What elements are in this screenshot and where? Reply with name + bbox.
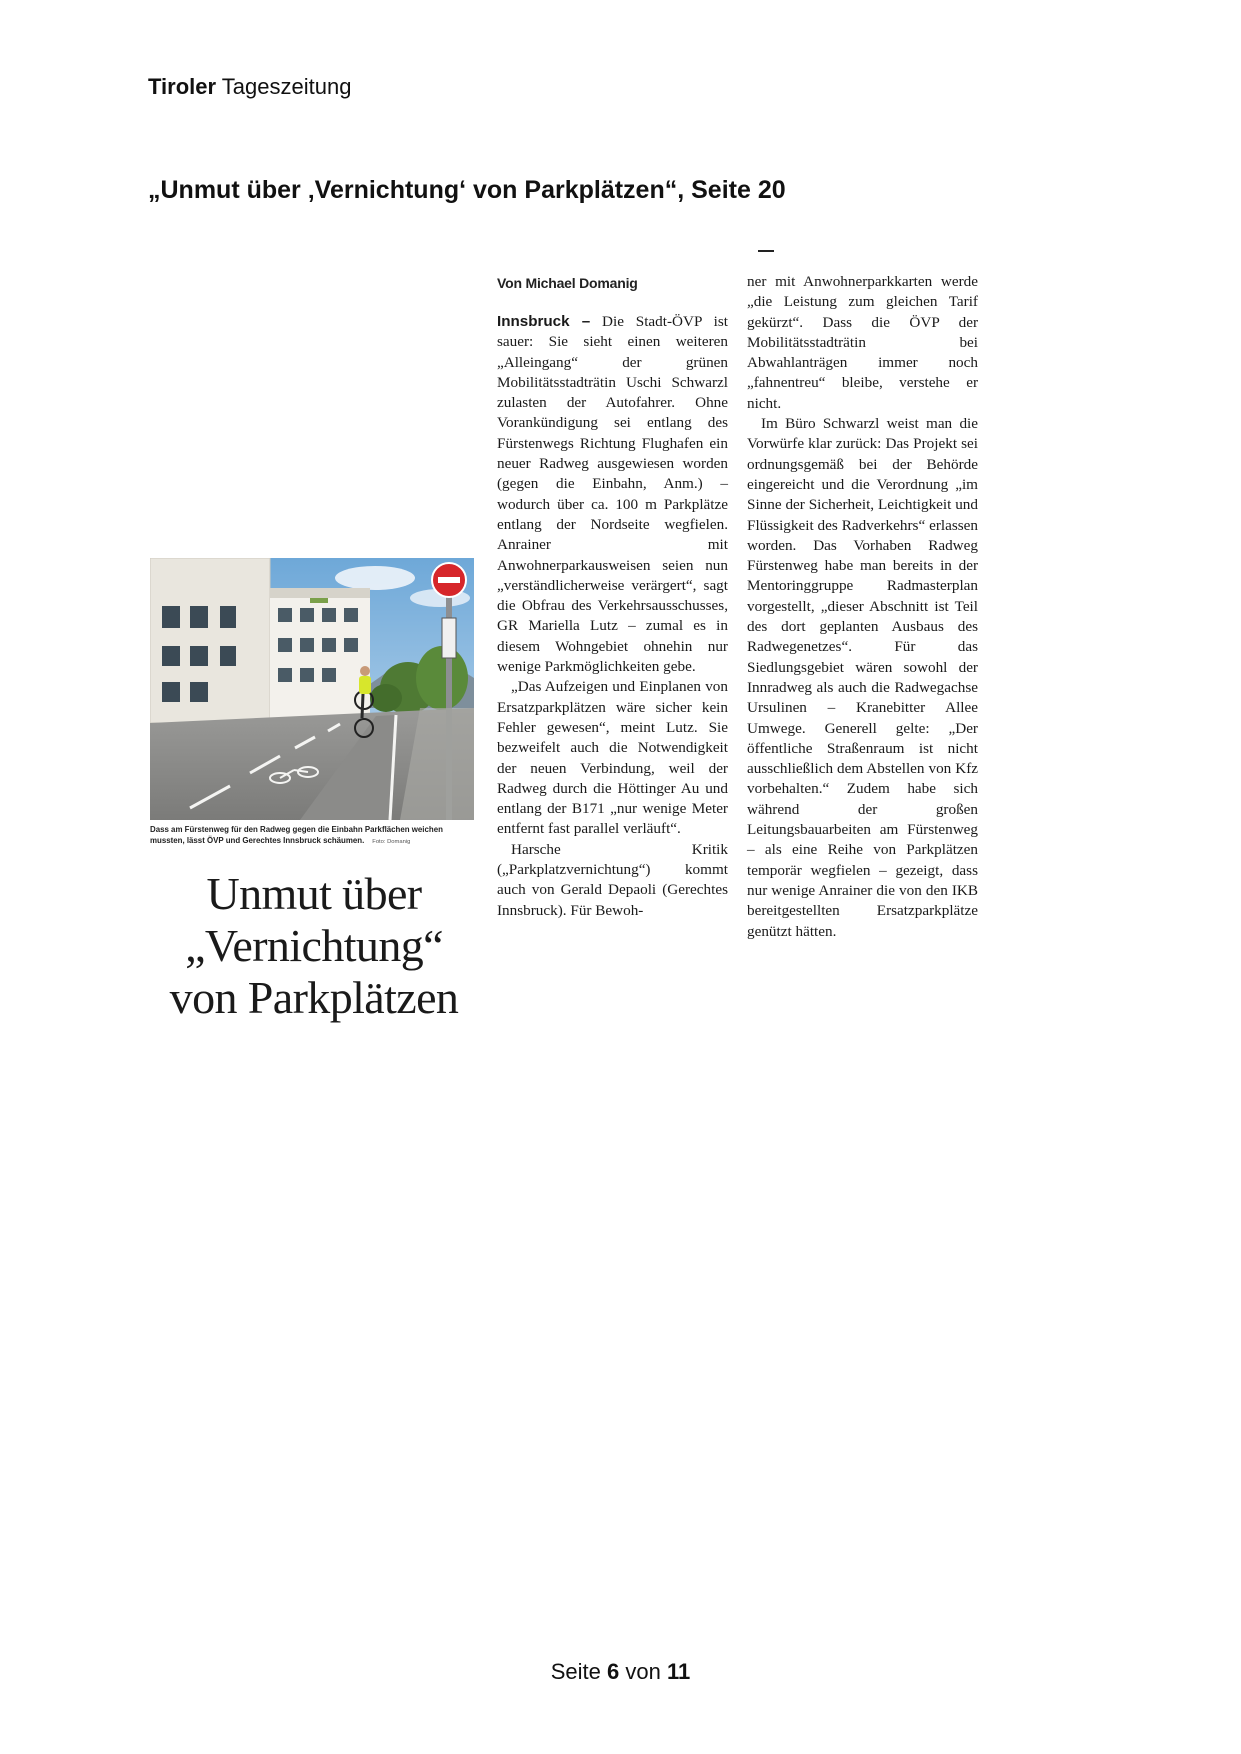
publication-name [148,74,351,100]
article-column-2 [747,272,978,942]
page-footer [0,1659,1241,1685]
paragraph: Harsche Kritik („Parkplatzvernichtung“) kommt auch von Gerald Depaoli (Gerechtes Innsbruck). Für Bewoh- [497,840,728,919]
headline-line-3: von Parkplätzen [169,972,459,1023]
current-page-number: 6 [607,1659,620,1684]
headline-line-1: Unmut über [206,868,422,919]
dateline: Innsbruck – [497,313,591,330]
paragraph: „Das Aufzeigen und Einplanen von Ersatzparkplätzen wäre sicher kein Fehler gewesen“, meint Lutz. Sie bezweifelt auch die Notwendigkeit der neuen Verbindung, weil der Radweg durch die Höttinger Au und entlang der B171 „nur wenige Meter entfernt fast parallel verläuft“. [497,678,728,838]
caption-text: Dass am Fürstenweg für den Radweg gegen die Einbahn Parkflächen weichen mussten, lässt ÖVP und Gerechtes Innsbruck schäumen. [150,825,443,845]
article-headline [150,868,478,1024]
paragraph: Im Büro Schwarzl weist man die Vorwürfe klar zurück: Das Projekt sei ordnungsgemäß bei der Behörde eingereicht und die Verordnung „im Sinne der Sicherheit, Leichtigkeit und Flüssigkeit des Radverkehrs“ erlassen worden. Das Vorhaben Radweg Fürstenweg habe man bereits in der Mentoringgruppe Radmasterplan vorgestellt, „dieser Abschnitt ist Teil des dort geplanten Ausbaus des Radwegenetzes“. Für das Siedlungsgebiet wären sowohl der Innradweg als auch die Radwegachse Ursulinen – Kranebitter Allee Umwege. Generell gelte: „Der öffentliche Straßenraum ist nicht ausschließlich dem Abstellen von Kfz vorbehalten.“ Zudem habe sich während der großen Leitungsbauarbeiten am Fürstenweg – als eine Reihe von Parkplätzen temporär wegfielen – gezeigt, dass nur wenige Anrainer die von den IKB bereitgestellten Ersatzparkplätze genützt hätten. [747,415,978,940]
footer-prefix: Seite [550,1659,601,1684]
publication-name-rest: Tageszeitung [221,74,352,99]
footer-separator: von [625,1659,661,1684]
document-title: „Unmut über ‚Vernichtung‘ von Parkplätzen“, Seite 20 [148,176,786,204]
publication-name-bold: Tiroler [148,74,217,99]
paragraph: ner mit Anwohnerparkkarten werde „die Leistung zum gleichen Tarif gekürzt“. Dass die ÖVP der Mobilitätsstadträtin bei Abwahlanträgen immer noch „fahnentreu“ bleibe, verstehe er nicht. [747,273,978,412]
photo-caption [150,824,476,848]
article-column-1 [497,312,728,921]
paragraph-text: Die Stadt-ÖVP ist sauer: Sie sieht einen weiteren „Alleingang“ der grünen Mobilitätsstadträtin Uschi Schwarzl zulasten der Autofahrer. Ohne Vorankündigung sei entlang des Fürstenwegs Richtung Flughafen ein neuer Radweg ausgewiesen worden (gegen die Einbahn, Anm.) – wodurch über ca. 100 m Parkplätze entlang der Nordseite wegfielen. Anrainer mit Anwohnerparkausweisen seien nun „verständlicherweise verärgert“, sagt die Obfrau des Verkehrsausschusses, GR Mariella Lutz – zumal es in diesem Wohngebiet ohnehin nur wenige Parkmöglichkeiten gebe. [497,313,729,676]
article-photo [150,558,474,820]
total-pages-number: 11 [667,1659,691,1684]
article-byline: Von Michael Domanig [497,275,638,291]
headline-line-2: „Vernichtung“ [185,920,443,971]
paragraph [497,312,728,677]
photo-credit: Foto: Domanig [372,839,411,845]
column-divider-dash [758,250,774,252]
